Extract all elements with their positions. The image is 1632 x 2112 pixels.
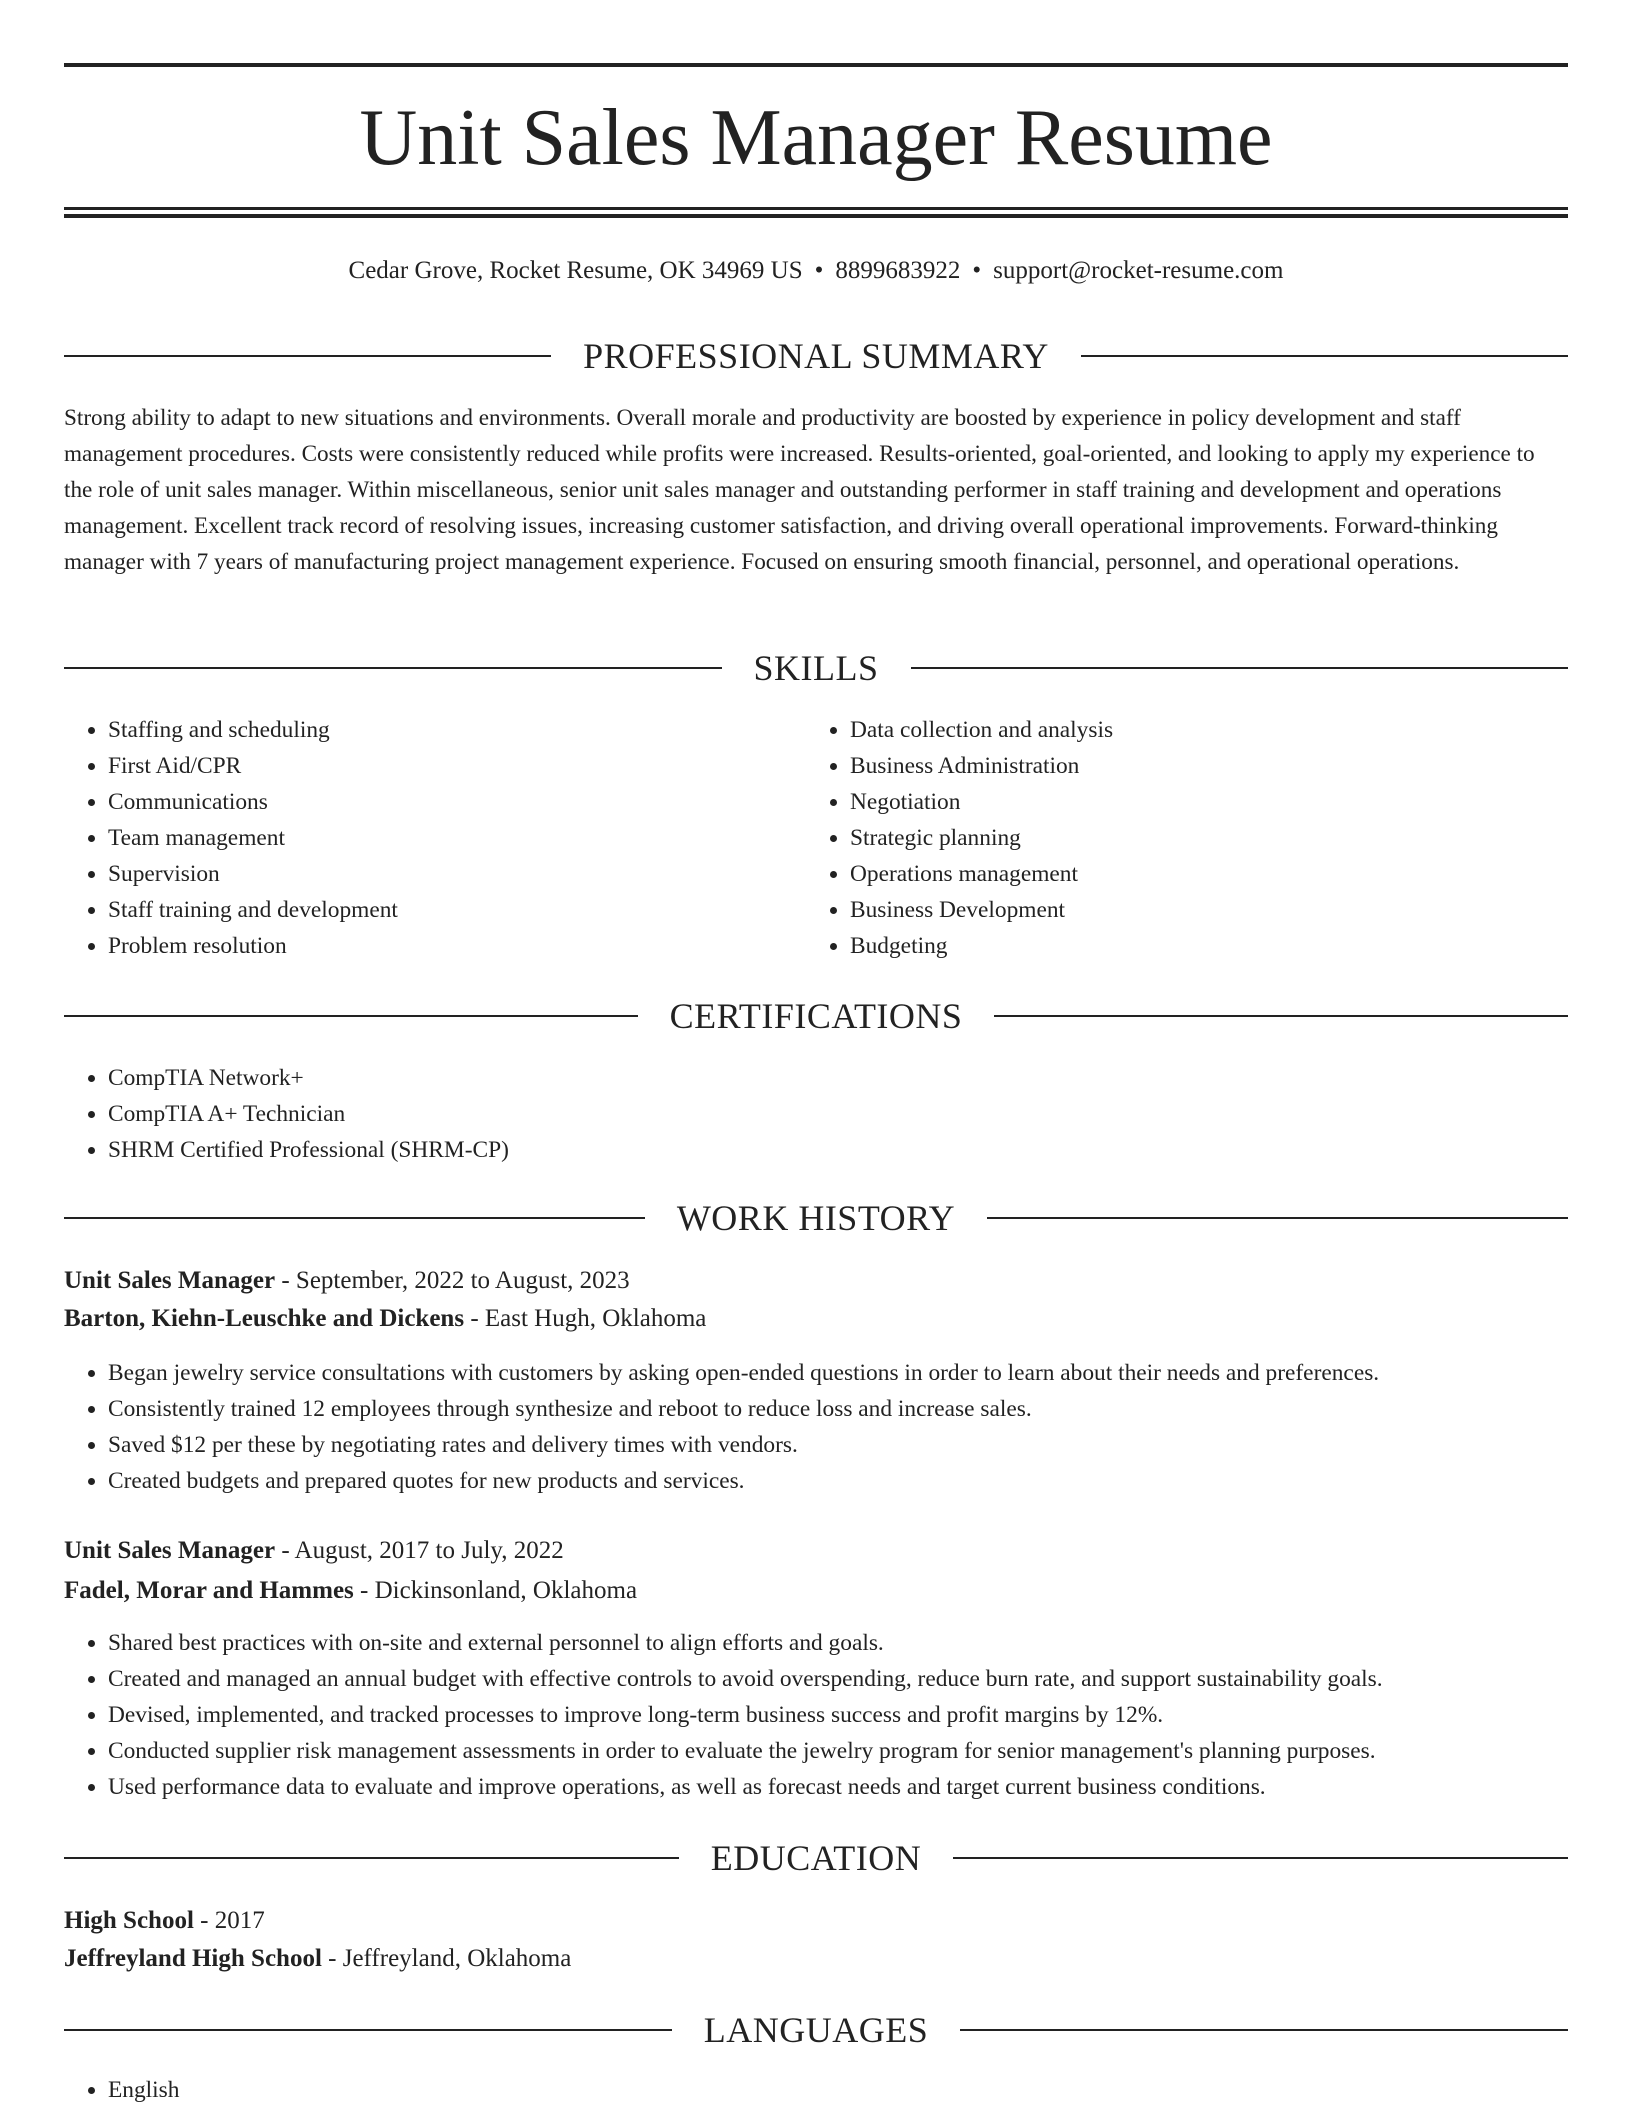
skill-item: • Staffing and scheduling [108,712,764,748]
job-bullet: • Began jewelry service consultations with customers by asking open-ended questions in order to learn about their needs and preferences. [108,1355,1568,1391]
divider-line [64,355,551,357]
skill-item: • Team management [108,820,764,856]
job-dates: - August, 2017 to July, 2022 [275,1537,564,1564]
divider-line [64,1015,638,1017]
divider-line [1081,355,1568,357]
job-bullet: • Created and managed an annual budget with effective controls to avoid overspending, reduce burn rate, and support sustainability goals. [108,1661,1568,1697]
certification-item: • CompTIA A+ Technician [108,1096,1064,1132]
summary-text: Strong ability to adapt to new situations and environments. Overall morale and productivity are boosted by experience in policy development and staff management procedures. Costs were consistently reduced while profits were increased. Results-oriented, goal-oriented, and looking to apply my experience to the role of unit sales manager. Within miscellaneous, senior unit sales manager and outstanding performer in staff training and development and operations management. Excellent track record of resolving issues, increasing customer satisfaction, and driving overall operational improvements. Forward-thinking manager with 7 years of manufacturing project management experience. Focused on ensuring smooth financial, personnel, and operational operations. [64,405,1535,575]
divider-line [64,2029,672,2031]
skill-item: • Business Administration [850,748,1568,784]
job-bullets [64,1355,1568,1499]
divider-line [994,1015,1568,1017]
divider-line [987,1217,1568,1219]
skill-item: • Operations management [850,856,1568,892]
job-bullet: • Created budgets and prepared quotes for new products and services. [108,1463,1568,1499]
skills-list-left [64,712,764,964]
skills-left-column [64,712,764,964]
divider-line [64,1857,679,1859]
language-item: • English [108,2072,664,2108]
skill-item: • Communications [108,784,764,820]
education-degree: High School [64,1907,194,1934]
skills-heading [64,646,1568,690]
divider-line [953,1857,1568,1859]
top-rule [64,63,1568,67]
job-title: Unit Sales Manager [64,1267,276,1294]
job-company-line [64,1572,1568,1610]
education-location: - Jeffreyland, Oklahoma [321,1945,572,1972]
education-degree-line [64,1902,1568,1940]
job-bullet: • Used performance data to evaluate and improve operations, as well as forecast needs and target current business conditions. [108,1769,1568,1805]
certifications-block [64,1060,1064,1168]
summary-heading-label: PROFESSIONAL SUMMARY [583,336,1049,376]
job-bullet: • Shared best practices with on-site and external personnel to align efforts and goals. [108,1625,1568,1661]
skills-heading-label: SKILLS [753,648,879,688]
skill-item: • Business Development [850,892,1568,928]
contact-line [64,254,1568,288]
divider-line [911,667,1569,669]
job-bullet: • Saved $12 per these by negotiating rates and delivery times with vendors. [108,1427,1568,1463]
job-company: Fadel, Morar and Hammes [64,1577,354,1604]
job-company-line [64,1300,1568,1338]
work-history-heading [64,1196,1568,1240]
divider-line [64,667,722,669]
certification-item: • SHRM Certified Professional (SHRM-CP) [108,1132,1064,1168]
skills-list-right [806,712,1568,964]
job-bullet: • Devised, implemented, and tracked processes to improve long-term business success and profit margins by 12%. [108,1697,1568,1733]
summary-heading [64,334,1568,378]
resume-title: Unit Sales Manager Resume [359,94,1273,182]
certifications-heading-label: CERTIFICATIONS [669,996,963,1036]
job-bullets [64,1625,1568,1805]
languages-heading-label: LANGUAGES [703,2010,929,2050]
skill-item: • Problem resolution [108,928,764,964]
education-heading [64,1836,1568,1880]
skill-item: • Supervision [108,856,764,892]
job-location: - Dickinsonland, Oklahoma [353,1577,638,1604]
education-year: - 2017 [193,1907,265,1934]
contact-separator: • [814,257,824,284]
skill-item: • Data collection and analysis [850,712,1568,748]
contact-address: Cedar Grove, Rocket Resume, OK 34969 US [348,257,803,284]
job-bullet: • Conducted supplier risk management assessments in order to evaluate the jewelry program for senior management's planning purposes. [108,1733,1568,1769]
divider-line [960,2029,1568,2031]
languages-heading [64,2008,1568,2052]
work-history-heading-label: WORK HISTORY [676,1198,956,1238]
skill-item: • Staff training and development [108,892,764,928]
job-bullet-list [64,1355,1568,1499]
job-bullet: • Consistently trained 12 employees through synthesize and reboot to reduce loss and increase sales. [108,1391,1568,1427]
education-school: Jeffreyland High School [64,1945,322,1972]
skill-item: • First Aid/CPR [108,748,764,784]
job-title: Unit Sales Manager [64,1537,276,1564]
languages-list [64,2072,664,2108]
contact-phone: 8899683922 [835,257,961,284]
languages-block [64,2072,664,2108]
job-location: - East Hugh, Oklahoma [464,1305,707,1332]
skill-item: • Negotiation [850,784,1568,820]
job-title-line [64,1532,1568,1570]
education-school-line [64,1940,1568,1978]
job-bullet-list [64,1625,1568,1805]
contact-email: support@rocket-resume.com [993,257,1284,284]
skill-item: • Budgeting [850,928,1568,964]
certifications-heading [64,994,1568,1038]
divider-line [64,1217,645,1219]
education-heading-label: EDUCATION [710,1838,922,1878]
job-company: Barton, Kiehn-Leuschke and Dickens [64,1305,465,1332]
title-double-rule [64,207,1568,218]
contact-separator: • [972,257,982,284]
certification-item: • CompTIA Network+ [108,1060,1064,1096]
certifications-list [64,1060,1064,1168]
skills-right-column [806,712,1568,964]
job-title-line [64,1262,1568,1300]
skill-item: • Strategic planning [850,820,1568,856]
job-dates: - September, 2022 to August, 2023 [275,1267,630,1294]
